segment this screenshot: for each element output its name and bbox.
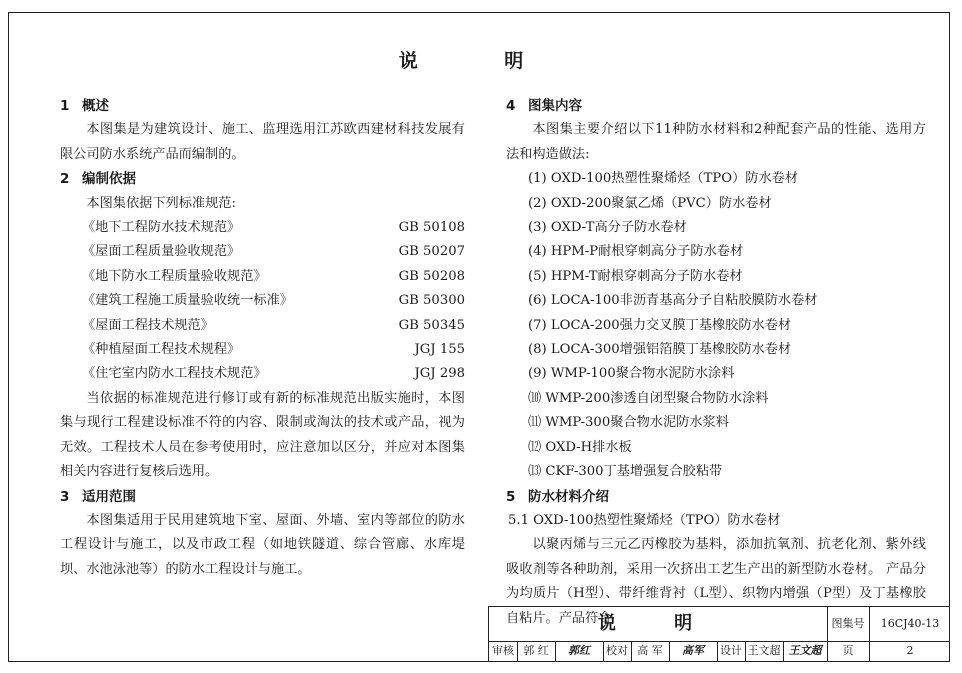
standard-row: 《屋面工程技术规范》 GB 50345 xyxy=(82,317,465,333)
standard-row: 《地下工程防水技术规范》 GB 50108 xyxy=(82,220,465,236)
standard-row: 《建筑工程施工质量验收统一标准》 GB 50300 xyxy=(82,293,465,309)
list-item: (9) WMP-100聚合物水泥防水涂料 xyxy=(528,366,735,382)
section-heading: 3 适用范围 xyxy=(60,488,136,505)
atlas-number: 16CJ40-13 xyxy=(880,617,940,630)
standard-row: 《种植屋面工程技术规程》 JGJ 155 xyxy=(82,342,465,358)
list-item: (5) HPM-T耐根穿刺高分子防水卷材 xyxy=(528,268,743,284)
design-label: 设计 xyxy=(717,641,746,661)
list-item: (2) OXD-200聚氯乙烯（PVC）防水卷材 xyxy=(528,195,772,211)
section-paragraph: 当依据的标准规范进行修订或有新的标准规范出版实施时，本图集与现行工程建设标准不符的内容、限制或淘汰的技术或产品，视为无效。工程技术人员在参考使用时，应注意加以区分，并应对本图集相关内容进行复核后选用。 xyxy=(60,390,465,480)
list-item: ⒀ CKF-300丁基增强复合胶粘带 xyxy=(528,464,723,480)
check-name: 高 军 xyxy=(631,641,670,661)
section-heading: 5 防水材料介绍 xyxy=(506,488,609,505)
review-signature: 郭红 xyxy=(555,641,604,661)
design-signature: 王文超 xyxy=(783,641,828,661)
title-block-title: 说 明 xyxy=(489,607,828,641)
list-item: (1) OXD-100热塑性聚烯烃（TPO）防水卷材 xyxy=(528,171,799,187)
list-item: (7) LOCA-200强力交叉膜丁基橡胶防水卷材 xyxy=(528,317,792,333)
list-item: (4) HPM-P耐根穿刺高分子防水卷材 xyxy=(528,244,744,260)
section-paragraph: 本图集是为建筑设计、施工、监理选用江苏欧西建材科技发展有限公司防水系统产品而编制的。 xyxy=(60,122,465,162)
atlas-number-label: 图集号 xyxy=(827,607,870,641)
left-column xyxy=(60,94,465,582)
list-item: (6) LOCA-100非沥青基高分子自粘胶膜防水卷材 xyxy=(528,293,818,309)
standard-row: 《住宅室内防水工程技术规范》 JGJ 298 xyxy=(82,366,465,382)
list-item: (3) OXD-T高分子防水卷材 xyxy=(528,220,687,236)
section-paragraph: 本图集适用于民用建筑地下室、屋面、外墙、室内等部位的防水工程设计与施工，以及市政工程（如地铁隧道、综合管廊、水库堤坝、水池泳池等）的防水工程设计与施工。 xyxy=(60,512,465,577)
check-signature: 高军 xyxy=(669,641,718,661)
standard-row: 《地下防水工程质量验收规范》 GB 50208 xyxy=(82,268,465,284)
section-heading: 1 概述 xyxy=(60,98,109,114)
list-item: ⑽ WMP-200渗透自闭型聚合物防水涂料 xyxy=(528,390,769,406)
right-column xyxy=(506,94,926,631)
review-name: 郭 红 xyxy=(517,641,556,661)
page-label: 页 xyxy=(827,641,870,661)
list-item: (8) LOCA-300增强铝箔膜丁基橡胶防水卷材 xyxy=(528,342,792,358)
design-name: 王文超 xyxy=(745,641,784,661)
section-paragraph: 本图集主要介绍以下11种防水材料和2种配套产品的性能、选用方法和构造做法: xyxy=(506,122,926,162)
section-paragraph: 本图集依据下列标准规范: xyxy=(86,195,236,211)
title-block xyxy=(488,606,950,662)
section-paragraph: 以聚丙烯与三元乙丙橡胶为基料，添加抗氧剂、抗老化剂、紫外线吸收剂等各种助剂，采用一次挤出工艺生产出的新型防水卷材。 产品分为均质片（H型）、带纤维背衬（L型）、织物内增强（P型）及丁基橡胶自粘片。产品符合 xyxy=(506,537,926,626)
page-title: 说 明 xyxy=(398,50,564,72)
page-number: 2 xyxy=(906,644,914,657)
list-item: ⑿ OXD-H排水板 xyxy=(528,439,632,455)
list-item: ⑾ WMP-300聚合物水泥防水浆料 xyxy=(528,415,729,431)
standard-row: 《屋面工程质量验收规范》 GB 50207 xyxy=(82,244,465,260)
review-label: 审核 xyxy=(489,641,518,661)
section-heading: 4 图集内容 xyxy=(506,98,582,114)
check-label: 校对 xyxy=(603,641,632,661)
subsection-heading: 5.1 OXD-100热塑性聚烯烃（TPO）防水卷材 xyxy=(508,512,781,528)
section-heading: 2 编制依据 xyxy=(60,171,136,188)
